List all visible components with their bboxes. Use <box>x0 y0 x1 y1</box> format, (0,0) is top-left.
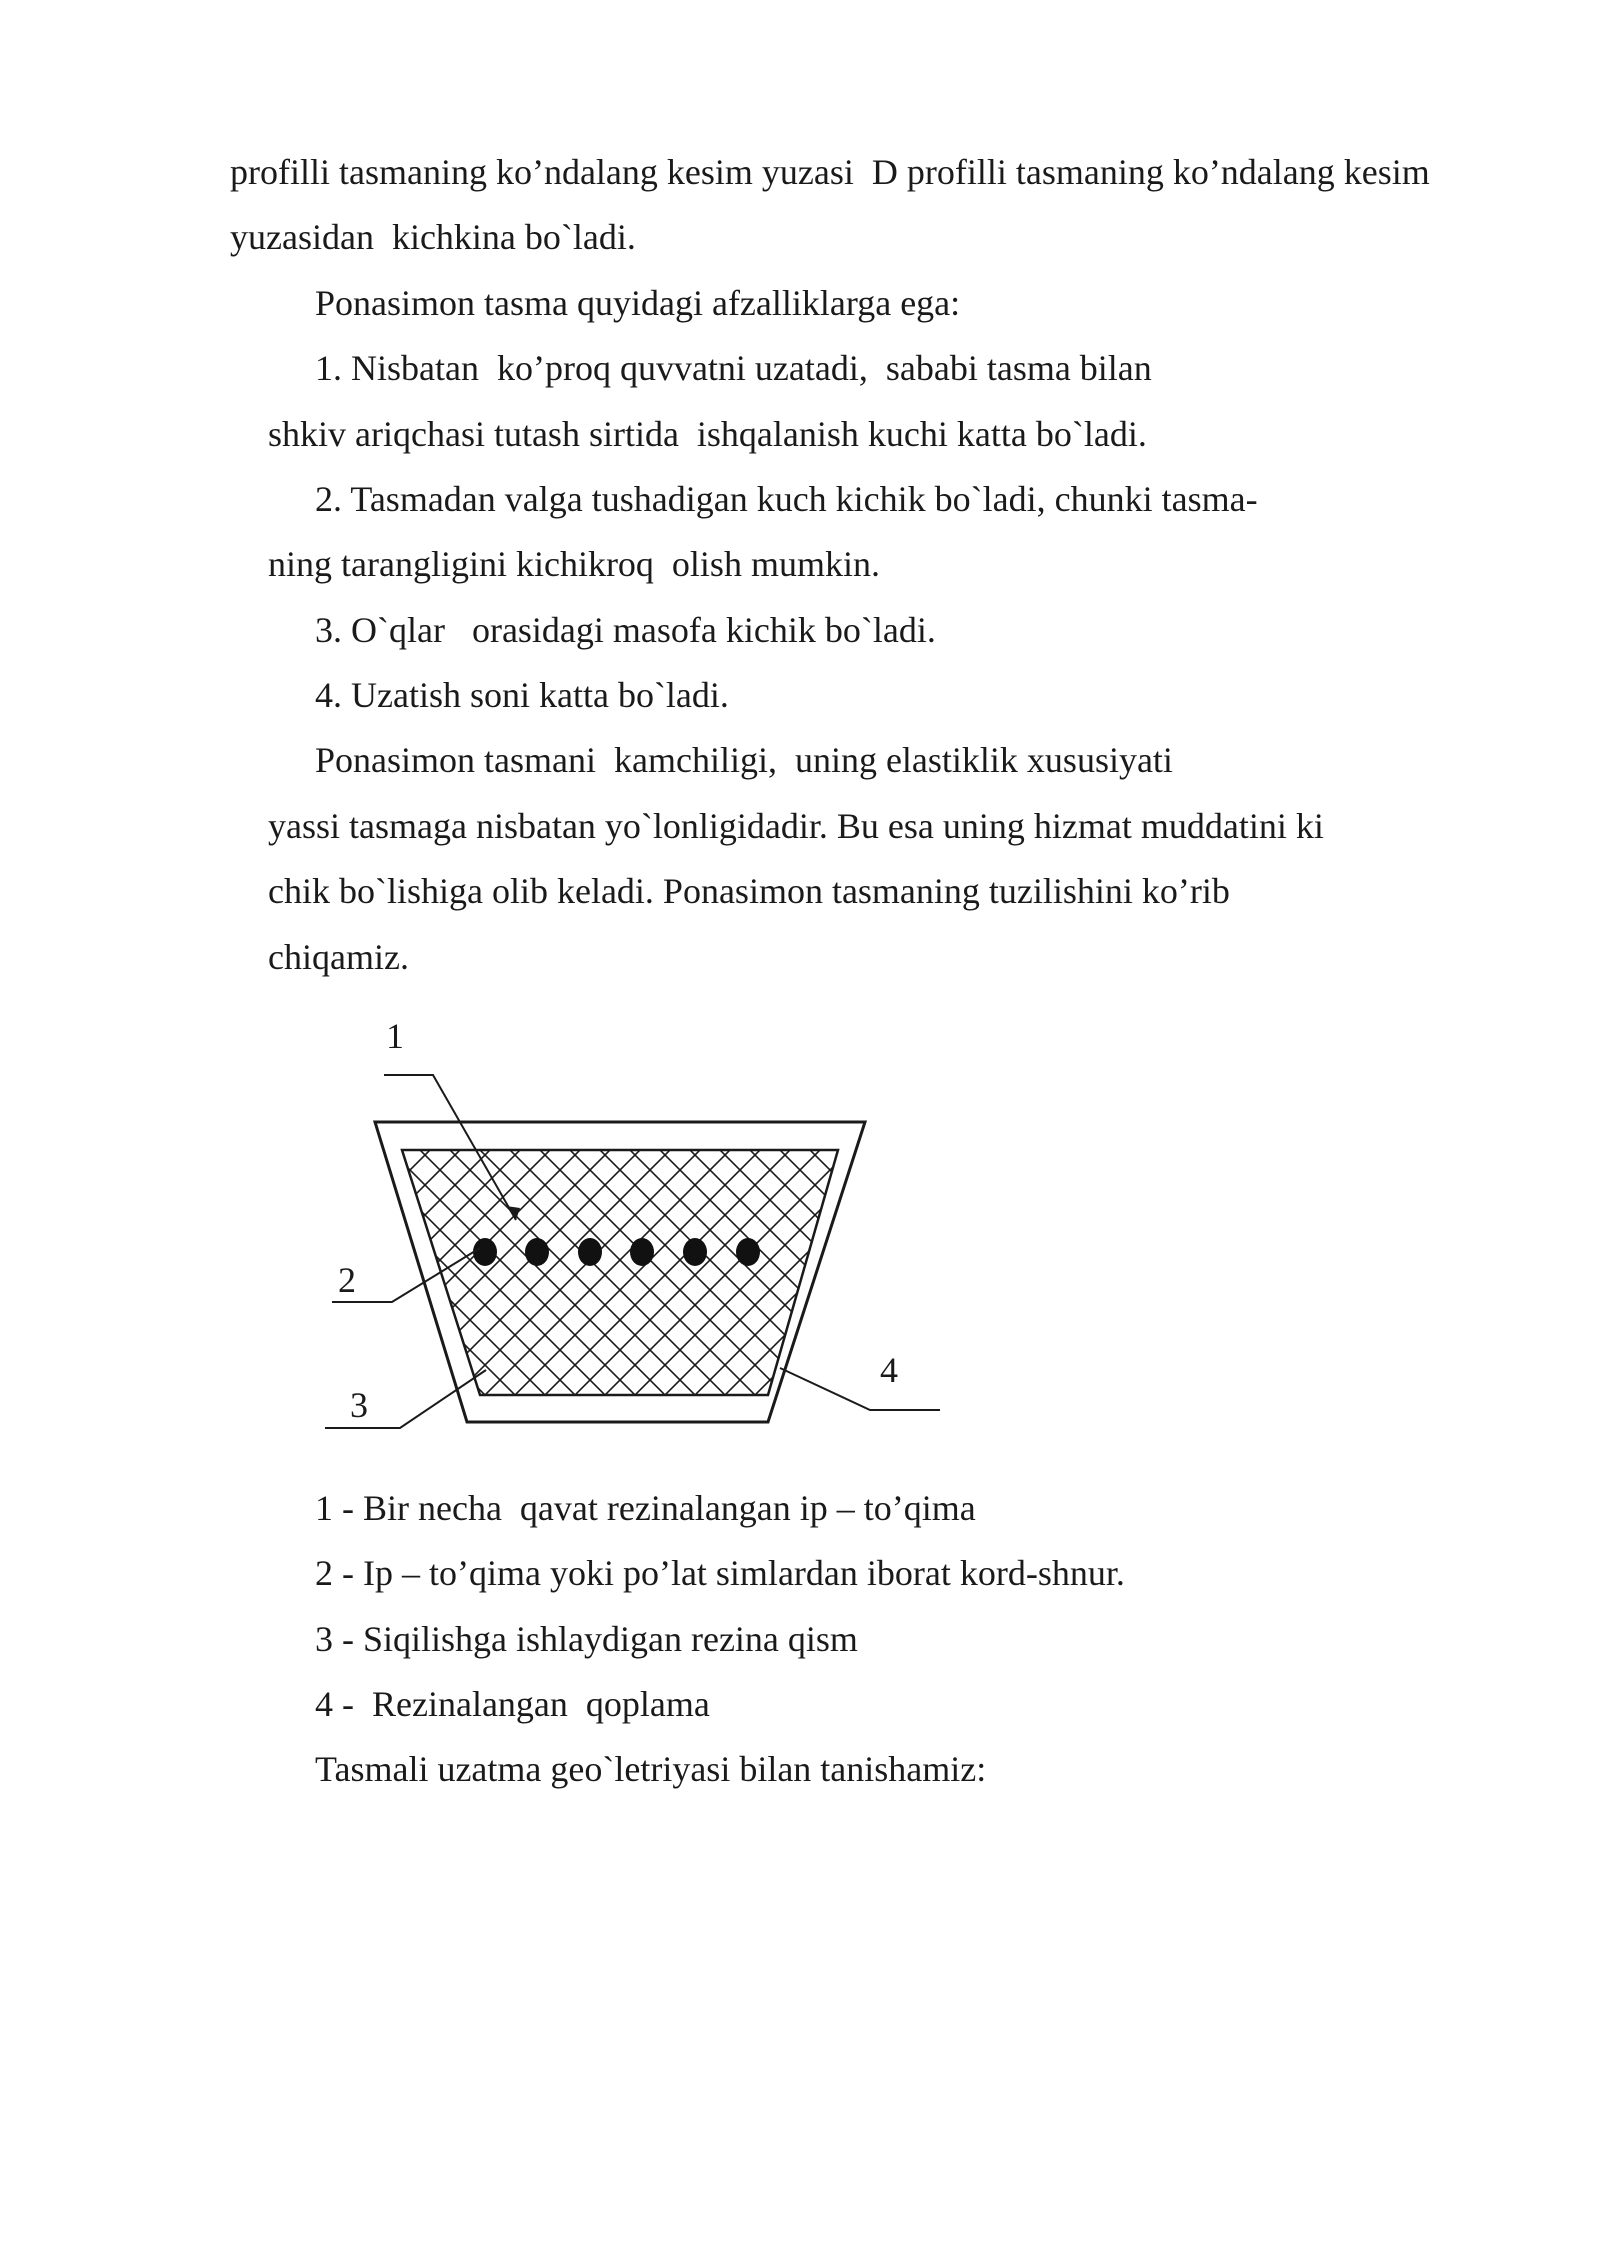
hatch-line <box>790 1140 960 1420</box>
text-line: yassi tasmaga nisbatan yo`lonligidadir. Bu esa uning hizmat muddatini ki <box>268 806 1324 846</box>
leader-line-4 <box>780 1368 940 1410</box>
hatch-line <box>460 1140 740 1420</box>
hatch-line <box>920 1140 960 1420</box>
text-line: 2. Tasmadan valga tushadigan kuch kichik bo`ladi, chunki tasma- <box>315 479 1258 519</box>
hatch-line <box>640 1140 920 1420</box>
legend-line: 2 - Ip – to’qima yoki po’lat simlardan iborat kord-shnur. <box>315 1553 1125 1593</box>
belt-outer-cover <box>375 1122 865 1422</box>
text-line: yuzasidan kichkina bo`ladi. <box>230 217 636 257</box>
text-line: 4. Uzatish soni katta bo`ladi. <box>315 675 729 715</box>
hatch-line <box>680 1140 960 1420</box>
hatch-line <box>860 1140 960 1420</box>
hatch-line <box>440 1140 720 1420</box>
hatch-line <box>940 1140 960 1420</box>
text-line: chiqamiz. <box>268 937 409 977</box>
hatch-line <box>320 1140 600 1420</box>
text-line: Ponasimon tasmani kamchiligi, uning elastiklik xususiyati <box>315 740 1173 780</box>
cord-dot <box>525 1238 549 1266</box>
hatch-line <box>320 1140 410 1420</box>
hatch-line <box>670 1140 950 1420</box>
text-line: shkiv ariqchasi tutash sirtida ishqalanish kuchi katta bo`ladi. <box>268 414 1147 454</box>
cord-dot <box>473 1238 497 1266</box>
fabric-hatch-pattern <box>320 1140 960 1420</box>
hatch-line <box>430 1140 710 1420</box>
label-4: 4 <box>880 1350 898 1390</box>
hatch-line <box>320 1140 560 1420</box>
hatch-line <box>520 1140 800 1420</box>
belt-inner-body <box>402 1150 838 1395</box>
label-2: 2 <box>338 1260 356 1300</box>
legend-line: 3 - Siqilishga ishlaydigan rezina qism <box>315 1619 858 1659</box>
hatch-line <box>710 1140 960 1420</box>
hatch-line <box>950 1140 960 1420</box>
cord-dot <box>683 1238 707 1266</box>
hatch-line <box>620 1140 900 1420</box>
cord-dot <box>578 1238 602 1266</box>
text-line: chik bo`lishiga olib keladi. Ponasimon tasmaning tuzilishini ko’rib <box>268 871 1230 911</box>
hatch-line <box>490 1140 770 1420</box>
hatch-line <box>400 1140 680 1420</box>
hatch-line <box>470 1140 750 1420</box>
text-line: ning tarangligini kichikroq olish mumkin. <box>268 544 880 584</box>
hatch-line <box>580 1140 860 1420</box>
hatch-line <box>610 1140 890 1420</box>
label-3: 3 <box>350 1385 368 1425</box>
hatch-line <box>550 1140 830 1420</box>
cord-dot <box>630 1238 654 1266</box>
text-line: Tasmali uzatma geo`letriyasi bilan tanishamiz: <box>315 1749 987 1789</box>
legend-line: 4 - Rezinalangan qoplama <box>315 1684 710 1724</box>
hatch-line <box>530 1140 810 1420</box>
legend-line: 1 - Bir necha qavat rezinalangan ip – to’qima <box>315 1488 976 1528</box>
text-line: profilli tasmaning ko’ndalang kesim yuzasi D profilli tasmaning ko’ndalang kesim <box>230 152 1430 192</box>
leader-line-1 <box>384 1075 516 1220</box>
hatch-line <box>320 1140 420 1420</box>
label-1: 1 <box>386 1016 404 1056</box>
v-belt-cross-section-diagram <box>320 990 960 1450</box>
cord-dot <box>736 1238 760 1266</box>
hatch-line <box>320 1140 330 1420</box>
hatch-line <box>890 1140 960 1420</box>
text-line: 1. Nisbatan ko’proq quvvatni uzatadi, sababi tasma bilan <box>315 348 1152 388</box>
text-line: 3. O`qlar orasidagi masofa kichik bo`ladi. <box>315 610 936 650</box>
text-line: Ponasimon tasma quyidagi afzalliklarga ega: <box>315 283 961 323</box>
hatch-line <box>340 1140 620 1420</box>
hatch-line <box>500 1140 780 1420</box>
hatch-line <box>910 1140 960 1420</box>
hatch-line <box>560 1140 840 1420</box>
hatch-line <box>850 1140 960 1420</box>
hatch-line <box>770 1140 960 1420</box>
